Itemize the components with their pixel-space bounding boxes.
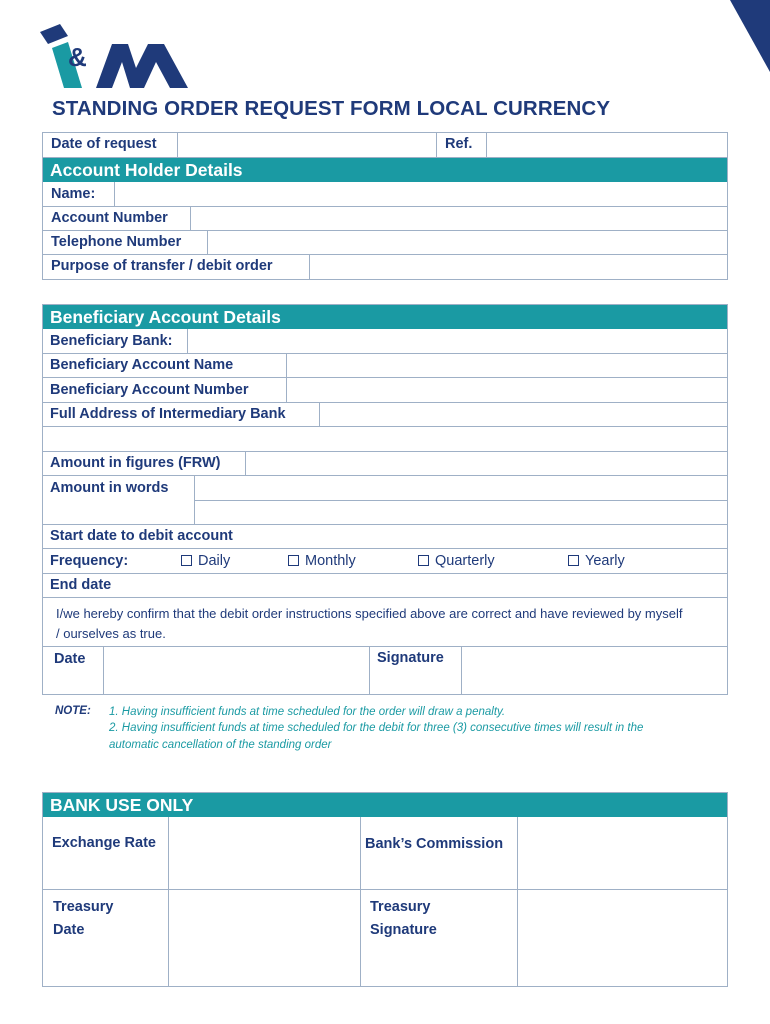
purpose-field[interactable] xyxy=(310,255,727,279)
date-signature-row xyxy=(43,647,727,695)
amount-figures-field[interactable] xyxy=(246,452,727,475)
treasury-date-label-line-2: Date xyxy=(53,922,85,938)
beneficiary-account-number-label: Beneficiary Account Number xyxy=(50,382,249,398)
purpose-label: Purpose of transfer / debit order xyxy=(51,258,273,274)
intermediary-bank-field[interactable] xyxy=(320,403,727,426)
amount-words-field[interactable] xyxy=(195,476,727,524)
end-date-label: End date xyxy=(50,577,112,593)
ref-field[interactable] xyxy=(487,133,727,157)
account-number-label: Account Number xyxy=(51,210,168,226)
treasury-signature-label-line-2: Signature xyxy=(370,922,437,938)
treasury-signature-label-line-1: Treasury xyxy=(370,899,431,915)
yearly-label: Yearly xyxy=(585,553,625,569)
account-number-field[interactable] xyxy=(191,207,727,230)
beneficiary-header: Beneficiary Account Details xyxy=(43,305,727,329)
name-row xyxy=(43,182,727,207)
treasury-signature-field[interactable] xyxy=(518,890,727,986)
yearly-checkbox[interactable] xyxy=(568,555,579,566)
frequency-daily-option[interactable] xyxy=(181,553,230,569)
frequency-monthly-option[interactable] xyxy=(288,553,356,569)
treasury-date-label-line-1: Treasury xyxy=(53,899,114,915)
treasury-date-field[interactable] xyxy=(169,890,359,986)
frequency-row xyxy=(43,549,727,574)
beneficiary-account-name-field[interactable] xyxy=(287,354,727,377)
amount-words-label: Amount in words xyxy=(50,480,169,496)
quarterly-label: Quarterly xyxy=(435,553,495,569)
start-date-row xyxy=(43,525,727,549)
beneficiary-bank-label: Beneficiary Bank: xyxy=(50,333,173,349)
bank-commission-field[interactable] xyxy=(518,817,727,889)
intermediary-bank-row xyxy=(43,403,727,427)
exchange-rate-label: Exchange Rate xyxy=(52,835,156,851)
page-title: STANDING ORDER REQUEST FORM LOCAL CURRENCY xyxy=(52,97,611,120)
corner-decoration xyxy=(730,0,770,72)
im-bank-logo xyxy=(38,22,198,92)
beneficiary-account-number-field[interactable] xyxy=(287,378,727,402)
intermediary-bank-label: Full Address of Intermediary Bank xyxy=(50,406,286,422)
signature-field[interactable] xyxy=(462,647,727,695)
quarterly-checkbox[interactable] xyxy=(418,555,429,566)
frequency-label: Frequency: xyxy=(50,553,129,569)
beneficiary-table xyxy=(42,304,728,695)
bank-commission-label: Bank’s Commission xyxy=(365,836,504,852)
ref-label: Ref. xyxy=(445,136,473,152)
daily-label: Daily xyxy=(198,553,231,569)
telephone-label: Telephone Number xyxy=(51,234,182,250)
beneficiary-account-number-row xyxy=(43,378,727,403)
exchange-rate-field[interactable] xyxy=(169,817,359,889)
date-label: Date xyxy=(54,651,86,667)
date-of-request-label: Date of request xyxy=(51,136,157,152)
note-line-1: 1. Having insufficient funds at time scheduled for the order will draw a penalty. xyxy=(109,706,506,718)
monthly-checkbox[interactable] xyxy=(288,555,299,566)
amount-figures-row xyxy=(43,452,727,476)
beneficiary-bank-row xyxy=(43,329,727,354)
signature-label: Signature xyxy=(377,650,444,666)
beneficiary-bank-field[interactable] xyxy=(188,329,727,353)
account-holder-table xyxy=(42,132,728,280)
account-number-row xyxy=(43,207,727,231)
bank-use-header: BANK USE ONLY xyxy=(43,793,727,817)
bank-use-table xyxy=(42,792,728,987)
daily-checkbox[interactable] xyxy=(181,555,192,566)
intermediary-bank-extra-row[interactable] xyxy=(43,427,727,452)
declaration-text: I/we hereby confirm that the debit order instructions specified above are correct and have reviewed by myself / ourselves as true. xyxy=(56,606,683,641)
purpose-row xyxy=(43,255,727,280)
start-date-label: Start date to debit account xyxy=(50,528,233,544)
telephone-field[interactable] xyxy=(208,231,727,254)
note-line-2: 2. Having insufficient funds at time scheduled for the debit for three (3) consecutive times will result in the xyxy=(109,722,644,734)
note-label: NOTE: xyxy=(55,705,91,717)
beneficiary-account-name-label: Beneficiary Account Name xyxy=(50,357,234,373)
note-line-3: automatic cancellation of the standing order xyxy=(109,739,332,751)
amount-figures-label: Amount in figures (FRW) xyxy=(50,455,221,471)
amount-words-row xyxy=(43,476,727,525)
account-holder-header: Account Holder Details xyxy=(43,158,727,182)
date-field[interactable] xyxy=(104,647,369,695)
end-date-row xyxy=(43,574,727,598)
date-of-request-field[interactable] xyxy=(178,133,436,157)
date-ref-row xyxy=(43,133,727,158)
monthly-label: Monthly xyxy=(305,553,356,569)
svg-text:&: & xyxy=(68,42,87,72)
frequency-yearly-option[interactable] xyxy=(568,553,625,569)
beneficiary-account-name-row xyxy=(43,354,727,378)
declaration-row xyxy=(43,598,727,647)
telephone-row xyxy=(43,231,727,255)
frequency-quarterly-option[interactable] xyxy=(418,553,495,569)
name-field[interactable] xyxy=(115,182,727,206)
name-label: Name: xyxy=(51,186,96,202)
